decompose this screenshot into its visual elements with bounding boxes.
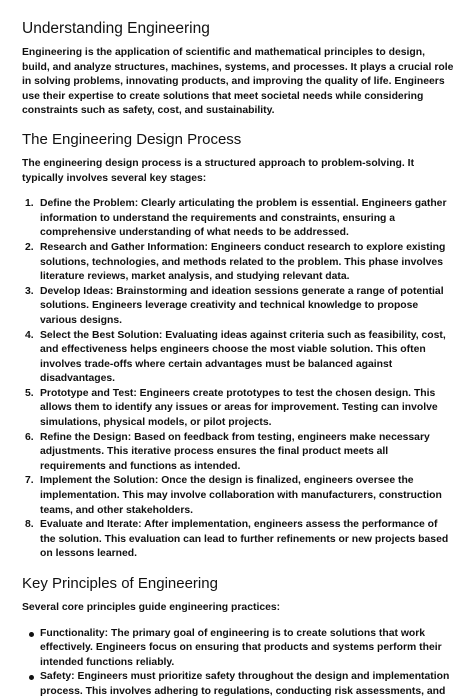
bullet-icon — [29, 675, 34, 680]
document-page — [22, 18, 454, 700]
list-item — [22, 387, 454, 431]
list-item-text: Evaluate and Iterate: After implementation, engineers assess the performance of the solution. This evaluation can lead to further refinements or new projects based on lessons learned. — [40, 519, 449, 560]
list-item — [22, 329, 454, 387]
list-item — [22, 518, 454, 562]
list-number: 7. — [25, 475, 34, 487]
heading-design-process: The Engineering Design Process — [22, 130, 242, 148]
list-item — [22, 197, 454, 241]
list-number: 4. — [25, 329, 34, 341]
list-item — [22, 670, 454, 699]
list-item — [22, 285, 454, 329]
heading-understanding-engineering: Understanding Engineering — [22, 20, 210, 37]
heading-key-principles: Key Principles of Engineering — [22, 575, 218, 592]
list-number: 2. — [25, 241, 34, 253]
list-item — [22, 431, 454, 475]
bullet-icon — [29, 632, 34, 637]
list-item-text: Develop Ideas: Brainstorming and ideation sessions generate a range of potential solutions. Engineers leverage creativity and technical knowledge to propose various designs. — [40, 285, 444, 326]
list-item-text: Implement the Solution: Once the design is finalized, engineers oversee the implementation. This may involve collaboration with manufacturers, construction teams, and other stakeholders. — [40, 475, 442, 516]
list-item-text: Refine the Design: Based on feedback from testing, engineers make necessary adjustments. This iterative process ensures the final product meets all requirements and functions as intended. — [40, 431, 430, 472]
list-item-text: Safety: Engineers must prioritize safety throughout the design and implementation process. This involves adhering to regulations, conducting risk assessments, and — [40, 671, 450, 697]
list-item-text: Select the Best Solution: Evaluating ideas against criteria such as feasibility, cost, and effectiveness helps engineers choose the most viable solution. This often involves trade-offs where certain advantages must be balanced against disadvantages. — [40, 329, 446, 385]
list-number: 6. — [25, 431, 34, 443]
paragraph-engineering-definition: Engineering is the application of scientific and mathematical principles to design, build, and analyze structures, machines, systems, and processes. It plays a crucial role in solving problems, innovating products, and improving the quality of life. Engineers use their expertise to create solutions that meet societal needs while considering constraints such as safety, cost, and sustainability. — [22, 47, 454, 117]
list-item-text: Define the Problem: Clearly articulating the problem is essential. Engineers gather information to understand the requirements and constraints, ensuring a comprehensive understanding of what needs to be addressed. — [40, 198, 447, 239]
paragraph-design-process-intro: The engineering design process is a structured approach to problem-solving. It typically involves several key stages: — [22, 157, 415, 184]
list-item — [22, 241, 454, 285]
list-number: 5. — [25, 387, 34, 399]
list-number: 1. — [25, 198, 34, 210]
design-process-steps-list — [22, 197, 454, 562]
paragraph-principles-intro: Several core principles guide engineering practices: — [22, 602, 281, 613]
list-item-text: Research and Gather Information: Engineers conduct research to explore existing solutions, technologies, and methods related to the problem. This phase involves literature reviews, market analysis, and studying relevant data. — [40, 241, 446, 283]
list-number: 8. — [25, 519, 34, 531]
list-item-text: Prototype and Test: Engineers create prototypes to test the chosen design. This allows them to identify any issues or areas for improvement. Testing can involve simulations, physical models, or pilot projects. — [40, 387, 438, 429]
principles-list — [22, 627, 454, 700]
list-number: 3. — [25, 285, 34, 297]
list-item-text: Functionality: The primary goal of engineering is to create solutions that work effectively. Engineers focus on ensuring that products and systems perform their intended functions reliably. — [40, 627, 442, 668]
list-item — [22, 627, 454, 671]
list-item — [22, 474, 454, 518]
